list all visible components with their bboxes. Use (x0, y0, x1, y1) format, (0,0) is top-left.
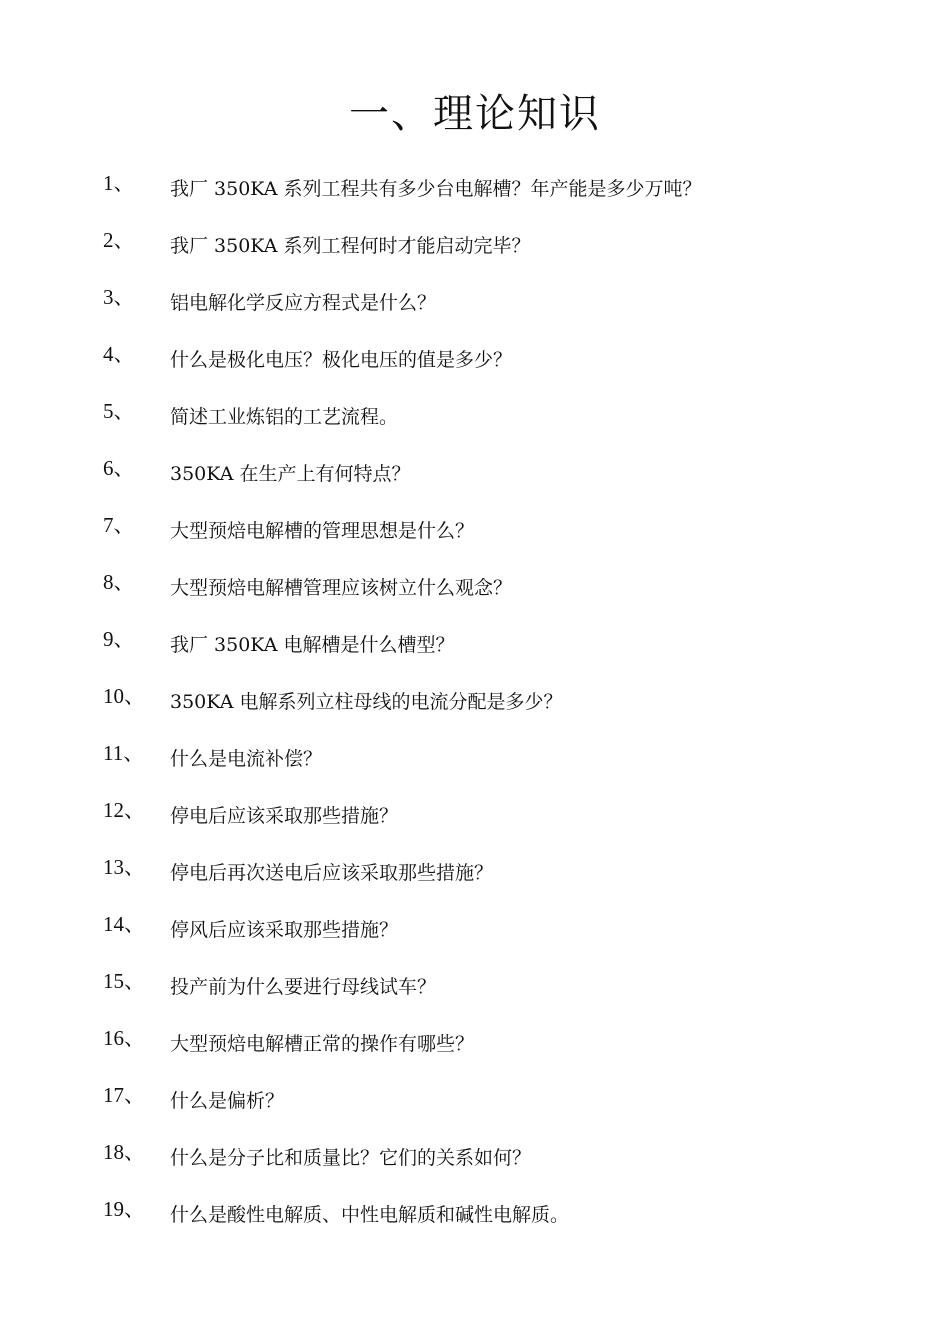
question-number: 5、 (103, 399, 135, 423)
question-item (0, 453, 950, 510)
question-text: 大型预焙电解槽的管理思想是什么？ (170, 520, 475, 542)
question-number: 13、 (103, 855, 145, 879)
question-text: 停电后应该采取那些措施？ (170, 805, 399, 827)
question-number: 3、 (103, 285, 135, 309)
question-item (0, 396, 950, 453)
question-number: 9、 (103, 627, 135, 651)
question-number: 4、 (103, 342, 135, 366)
question-item (0, 1080, 950, 1137)
question-text: 350KA 电解系列立柱母线的电流分配是多少？ (170, 691, 563, 713)
question-text: 停电后再次送电后应该采取那些措施？ (170, 862, 494, 884)
question-item (0, 510, 950, 567)
question-text: 我厂 350KA 电解槽是什么槽型？ (170, 634, 455, 656)
question-item (0, 681, 950, 738)
question-item (0, 624, 950, 681)
question-number: 8、 (103, 570, 135, 594)
question-item (0, 1023, 950, 1080)
question-text: 简述工业炼铝的工艺流程。 (170, 406, 399, 428)
question-number: 15、 (103, 969, 145, 993)
question-text: 什么是极化电压？极化电压的值是多少？ (170, 349, 513, 371)
question-text: 什么是偏析？ (170, 1090, 285, 1112)
question-text: 投产前为什么要进行母线试车？ (170, 976, 437, 998)
question-text: 我厂 350KA 系列工程何时才能启动完毕？ (170, 235, 531, 257)
question-number: 18、 (103, 1140, 145, 1164)
question-item (0, 966, 950, 1023)
question-number: 16、 (103, 1026, 145, 1050)
question-item (0, 795, 950, 852)
question-number: 11、 (103, 741, 145, 765)
question-number: 12、 (103, 798, 145, 822)
question-list (0, 168, 950, 1251)
question-item (0, 168, 950, 225)
question-text: 大型预焙电解槽管理应该树立什么观念？ (170, 577, 513, 599)
question-text: 停风后应该采取那些措施？ (170, 919, 399, 941)
question-number: 6、 (103, 456, 135, 480)
question-item (0, 225, 950, 282)
question-text: 什么是酸性电解质、中性电解质和碱性电解质。 (170, 1204, 570, 1226)
question-item (0, 909, 950, 966)
question-item (0, 852, 950, 909)
question-number: 19、 (103, 1197, 145, 1221)
question-number: 14、 (103, 912, 145, 936)
question-text: 什么是分子比和质量比？它们的关系如何？ (170, 1147, 532, 1169)
question-item (0, 567, 950, 624)
question-number: 7、 (103, 513, 135, 537)
question-item (0, 339, 950, 396)
question-text: 大型预焙电解槽正常的操作有哪些？ (170, 1033, 475, 1055)
question-number: 17、 (103, 1083, 145, 1107)
question-item (0, 1137, 950, 1194)
page-title: 一、理论知识 (349, 91, 601, 137)
question-text: 铝电解化学反应方程式是什么？ (170, 292, 437, 314)
question-item (0, 282, 950, 339)
question-text: 我厂 350KA 系列工程共有多少台电解槽？年产能是多少万吨？ (170, 178, 702, 200)
question-text: 什么是电流补偿？ (170, 748, 323, 770)
question-number: 1、 (103, 171, 135, 195)
question-item (0, 738, 950, 795)
question-number: 2、 (103, 228, 135, 252)
question-text: 350KA 在生产上有何特点？ (170, 463, 411, 485)
question-number: 10、 (103, 684, 145, 708)
question-item (0, 1194, 950, 1251)
